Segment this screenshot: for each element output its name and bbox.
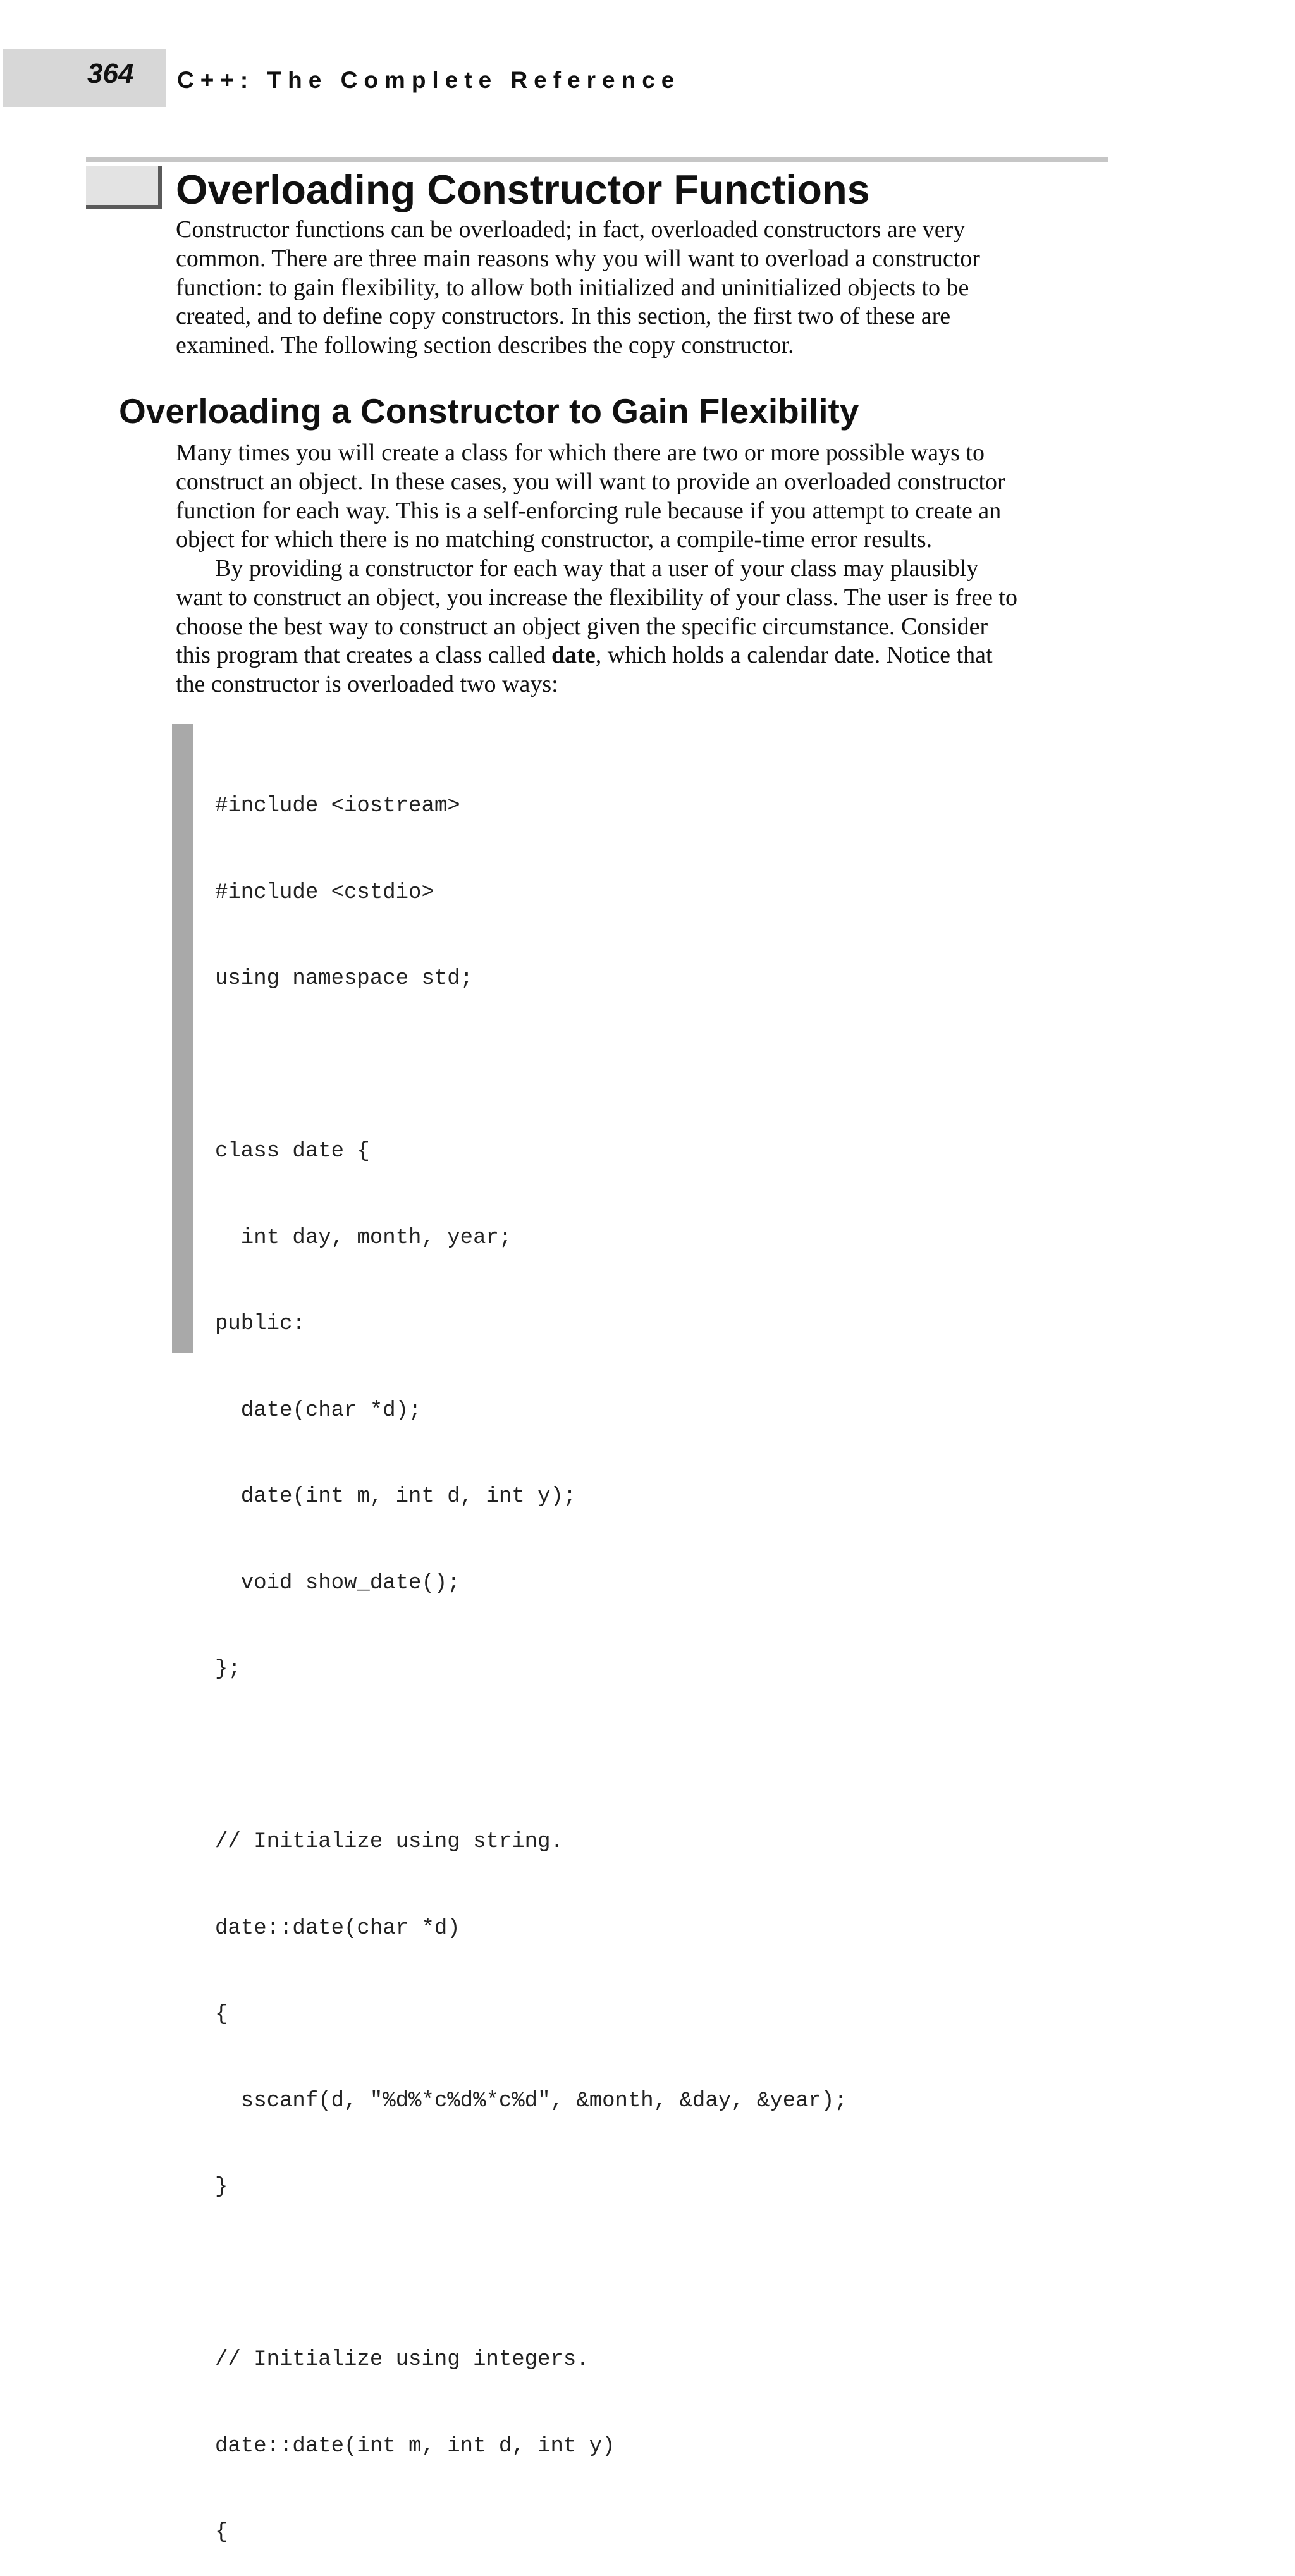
paragraph-line: created, and to define copy constructors. In this section, the first two of these are: [176, 303, 951, 330]
paragraph-line: Many times you will create a class for which there are two or more possible ways to: [176, 439, 985, 466]
inline-code-term: date: [551, 642, 596, 669]
code-line: #include <iostream>: [215, 794, 460, 818]
paragraph-line: choose the best way to construct an object given the specific circumstance. Consider: [176, 613, 988, 640]
body-paragraph-2: [176, 555, 1017, 699]
code-line: void show_date();: [215, 1571, 460, 1595]
code-line: {: [215, 2520, 228, 2544]
paragraph-line: examined. The following section describes the copy constructor.: [176, 332, 794, 359]
code-line: #include <cstdio>: [215, 880, 434, 905]
code-line: using namespace std;: [215, 967, 474, 991]
page-number: 364: [87, 58, 134, 89]
paragraph-line: [176, 641, 1017, 670]
paragraph-line: object for which there is no matching constructor, a compile-time error results.: [176, 526, 933, 553]
code-listing-bar: [172, 724, 193, 1353]
heading-rule: [86, 157, 1108, 162]
page-number-tab: [3, 49, 166, 107]
intro-paragraph: [176, 216, 980, 360]
inline-text: this program that creates a class called: [176, 642, 552, 669]
body-paragraph-1: [176, 439, 1005, 555]
code-line: }: [215, 2175, 228, 2199]
section-title: Overloading Constructor Functions: [176, 166, 870, 212]
paragraph-line: function: to gain flexibility, to allow both initialized and uninitialized objects to be: [176, 274, 969, 301]
paragraph-line: Constructor functions can be overloaded; in fact, overloaded constructors are very: [176, 216, 966, 243]
code-line: int day, month, year;: [215, 1225, 512, 1250]
code-line: // Initialize using integers.: [215, 2348, 589, 2372]
heading-marker-box: [86, 166, 162, 209]
code-listing: [215, 735, 847, 2576]
subsection-title: Overloading a Constructor to Gain Flexibility: [119, 391, 859, 431]
running-title: C++: The Complete Reference: [177, 67, 681, 93]
paragraph-line: want to construct an object, you increase the flexibility of your class. The user is free to: [176, 584, 1018, 611]
code-line: class date {: [215, 1139, 370, 1163]
paragraph-line: function for each way. This is a self-enforcing rule because if you attempt to create an: [176, 497, 1002, 524]
code-line: [215, 2260, 847, 2289]
code-line: [215, 1052, 847, 1081]
paragraph-line: common. There are three main reasons why you will want to overload a constructor: [176, 245, 980, 272]
code-line: date(char *d);: [215, 1398, 422, 1423]
paragraph-line: construct an object. In these cases, you will want to provide an overloaded constructor: [176, 468, 1005, 495]
code-line: date::date(int m, int d, int y): [215, 2434, 615, 2458]
code-line: {: [215, 2003, 228, 2027]
code-line: // Initialize using string.: [215, 1830, 563, 1854]
code-line: sscanf(d, "%d%*c%d%*c%d", &month, &day, &year);: [215, 2088, 847, 2113]
inline-text: , which holds a calendar date. Notice that: [595, 642, 993, 669]
paragraph-line: By providing a constructor for each way that a user of your class may plausibly: [215, 555, 979, 582]
code-line: date(int m, int d, int y);: [215, 1485, 577, 1509]
code-line: public:: [215, 1312, 305, 1336]
code-line: };: [215, 1657, 241, 1681]
code-line: date::date(char *d): [215, 1916, 460, 1941]
paragraph-line: the constructor is overloaded two ways:: [176, 671, 558, 698]
code-line: [215, 1742, 847, 1771]
